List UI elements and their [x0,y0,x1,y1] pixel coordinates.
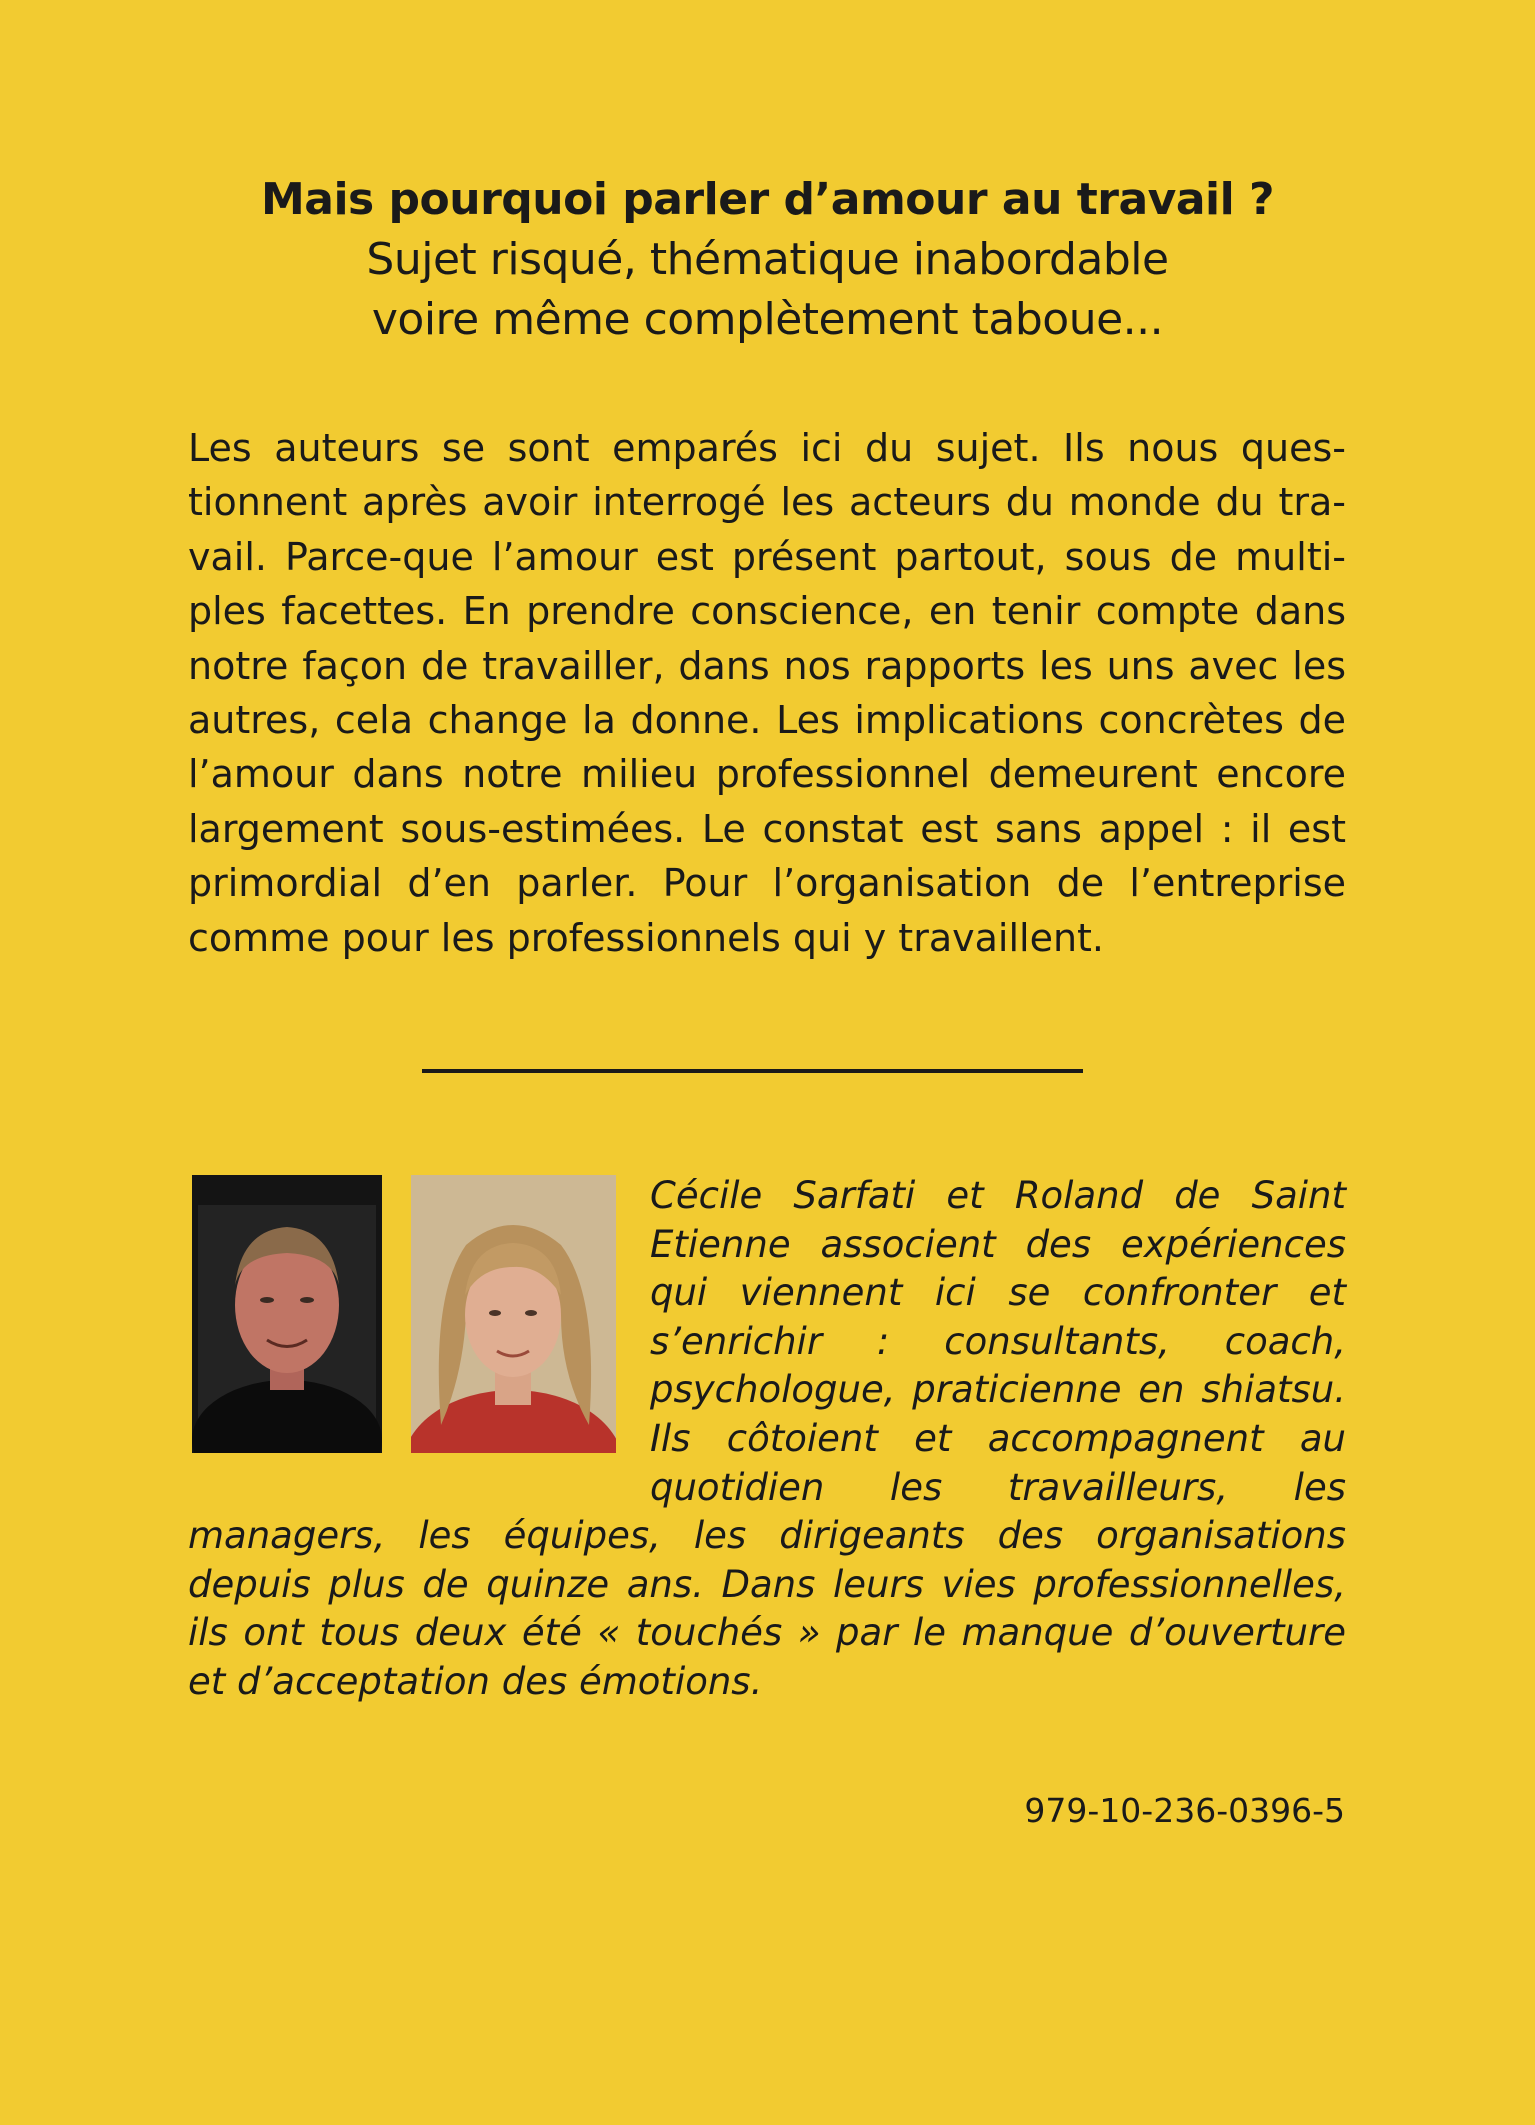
author-bio-text: Cécile Sarfati et Roland de Saint Etienne associent des expériences qui viennent ici se confronter et s’enrichir : consultants, coach, psychologue, praticienne en shiatsu. Ils côtoient et accompagnent au quotidien les travailleurs, les managers, les équipes, les dirigeants des organisations depuis plus de quinze ans. Dans leurs vies professionnelles, ils ont tous deux été « touchés » par le manque d’ouverture et d’acceptation des émotions. [188,1174,1346,1703]
author-bio [188,1172,1346,1707]
headline-block [0,170,1535,350]
headline-subtitle-line-2: voire même complètement taboue... [371,294,1164,345]
headline-subtitle-line-1: Sujet risqué, thématique inabordable [366,234,1169,285]
divider-rule [422,1069,1083,1073]
isbn-number: 979-10-236-0396-5 [1024,1791,1345,1830]
blurb-paragraph: Les auteurs se sont emparés ici du sujet. Ils nous questionnent après avoir interrogé les acteurs du monde du travail. Parce-que l’amour est présent partout, sous de multiples facettes. En prendre conscience, en tenir compte dans notre façon de travailler, dans nos rapports les uns avec les autres, cela change la donne. Les implications concrètes de l’amour dans notre milieu professionnel demeurent encore largement sous-estimées. Le constat est sans appel : il est primordial d’en parler. Pour l’organisation de l’entreprise comme pour les professionnels qui y travaillent. [188,426,1346,960]
photo-float-spacer [188,1172,650,1464]
headline-title: Mais pourquoi parler d’amour au travail ? [260,174,1275,225]
